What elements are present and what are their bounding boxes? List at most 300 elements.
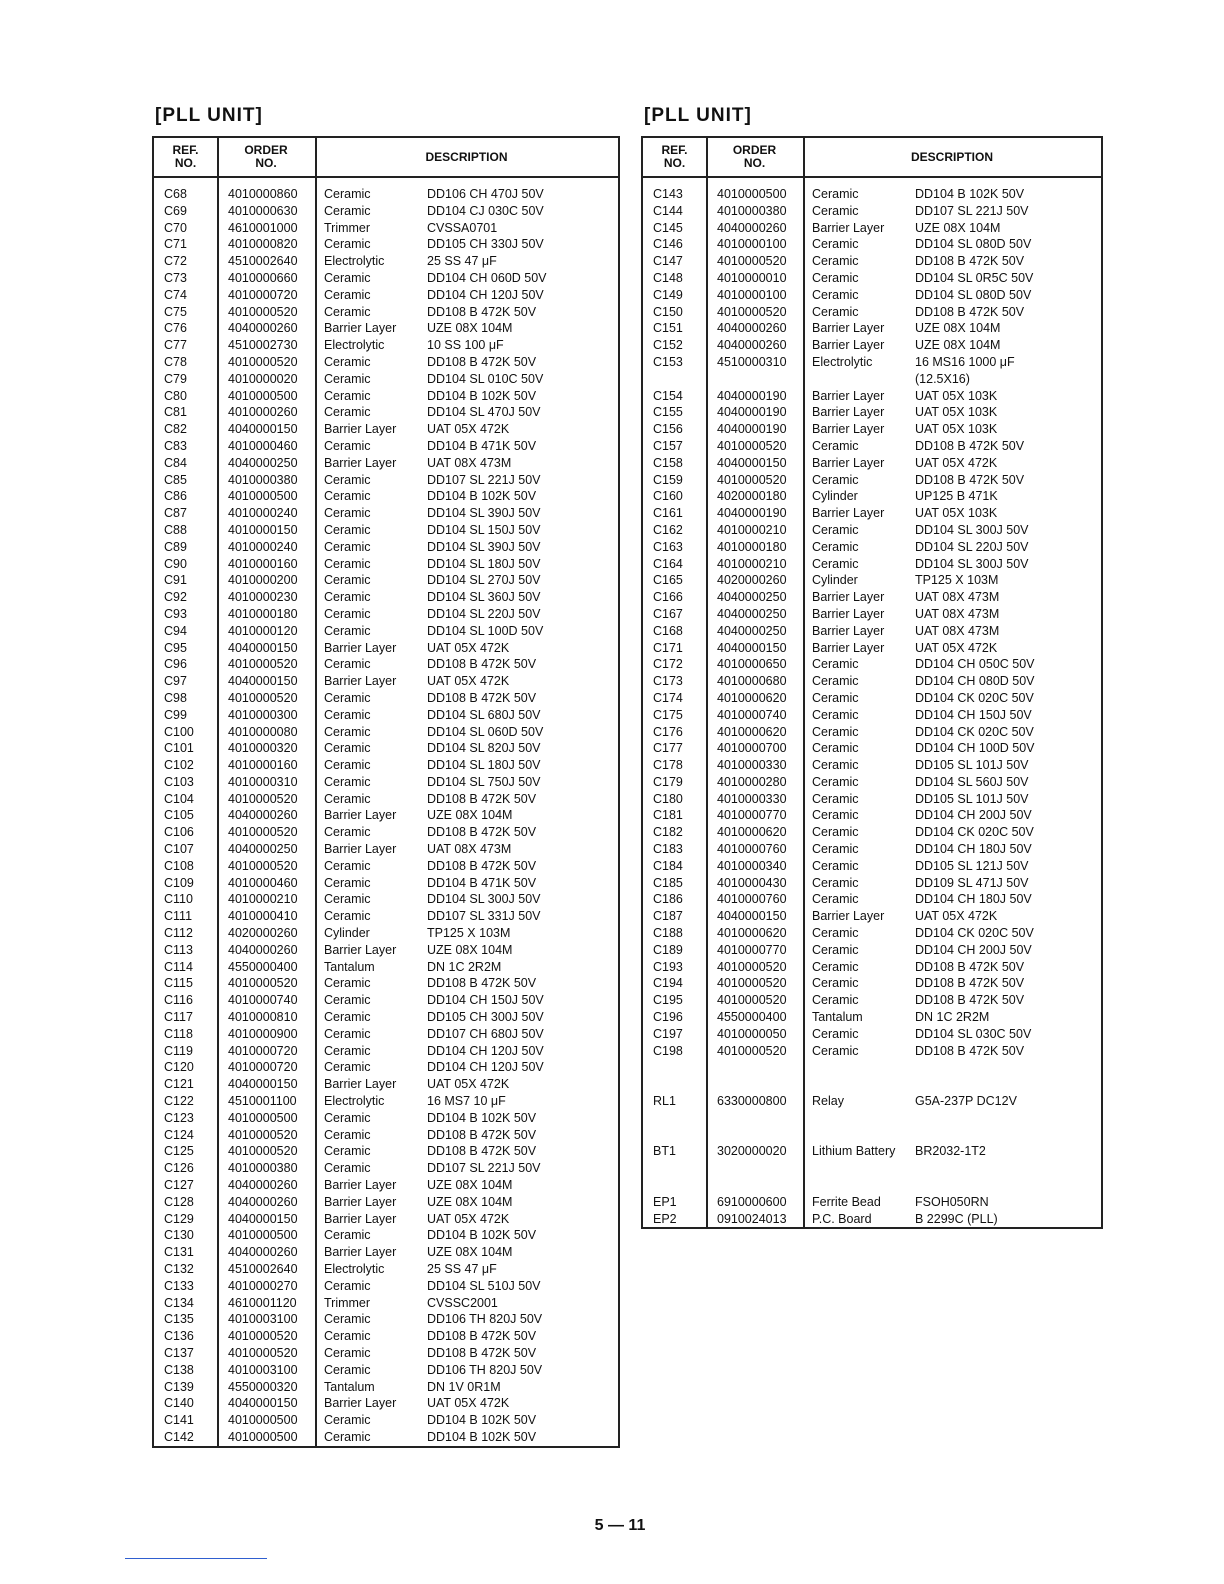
value-cell: DD107 SL 331J 50V <box>427 909 541 924</box>
type-cell: Cylinder <box>324 926 370 941</box>
value-cell: DD104 SL 060D 50V <box>427 724 544 739</box>
type-cell: Ceramic <box>812 741 859 756</box>
table-row <box>154 1177 618 1194</box>
value-cell: UZE 08X 104M <box>427 1194 513 1209</box>
ref-no-cell: C101 <box>164 741 194 756</box>
value-cell: DD104 CH 080D 50V <box>915 674 1035 689</box>
value-cell: DD108 B 472K 50V <box>427 858 537 873</box>
order-no-cell: 4010000520 <box>228 825 298 840</box>
table-row <box>643 1211 1101 1228</box>
order-no-cell: 4010000240 <box>228 539 298 554</box>
order-no-cell: 4010000860 <box>228 187 298 201</box>
ref-no-cell: C186 <box>653 892 683 907</box>
ref-no-cell: C94 <box>164 623 187 638</box>
value-cell: UAT 08X 473M <box>427 455 512 470</box>
type-cell: Ceramic <box>812 556 859 571</box>
value-cell: DD108 B 472K 50V <box>427 1127 537 1142</box>
type-cell: Ceramic <box>324 758 371 773</box>
type-cell: Barrier Layer <box>812 422 885 437</box>
type-cell: Ceramic <box>324 1010 371 1025</box>
value-cell <box>915 1059 1101 1076</box>
value-cell: DD104 SL 180J 50V <box>427 556 541 571</box>
ref-no-cell: C156 <box>653 422 683 437</box>
table-row <box>643 841 1101 858</box>
table-row <box>154 539 618 556</box>
type-cell: Ceramic <box>324 892 371 907</box>
type-cell: Ceramic <box>324 489 371 504</box>
table-row <box>154 236 618 253</box>
table-row <box>643 908 1101 925</box>
order-no-cell: 4040000260 <box>717 321 787 336</box>
order-no-cell: 4010000460 <box>228 438 298 453</box>
order-no-cell: 4010000520 <box>717 438 787 453</box>
order-no-cell: 4010000760 <box>717 842 787 857</box>
ref-no-cell: C69 <box>164 203 187 218</box>
ref-no-cell <box>643 1059 706 1076</box>
type-cell: Barrier Layer <box>324 1211 397 1226</box>
type-cell: Ceramic <box>812 1026 859 1041</box>
value-cell: DD108 B 472K 50V <box>915 254 1025 269</box>
value-cell: DD107 SL 221J 50V <box>915 203 1029 218</box>
table-row <box>643 488 1101 505</box>
value-cell: DD108 B 472K 50V <box>915 993 1025 1008</box>
ref-no-cell: C163 <box>653 539 683 554</box>
type-cell: P.C. Board <box>812 1211 872 1226</box>
table-row <box>643 236 1101 253</box>
table-row <box>154 908 618 925</box>
type-cell: Ceramic <box>812 842 859 857</box>
ref-no-cell: C89 <box>164 539 187 554</box>
table-row <box>154 1143 618 1160</box>
table-row <box>643 589 1101 606</box>
table-row <box>154 606 618 623</box>
ref-no-cell: C155 <box>653 405 683 420</box>
type-cell: Ceramic <box>324 1312 371 1327</box>
table-row <box>154 1076 618 1093</box>
order-no-cell: 4040000250 <box>717 623 787 638</box>
table-row <box>154 807 618 824</box>
table-row <box>643 858 1101 875</box>
type-cell: Ceramic <box>812 438 859 453</box>
order-no-cell: 4010000460 <box>228 875 298 890</box>
table-row <box>154 1429 618 1446</box>
order-no-cell: 4040000250 <box>228 842 298 857</box>
order-no-cell: 4020000260 <box>228 926 298 941</box>
table-row <box>154 1244 618 1261</box>
type-cell: Barrier Layer <box>812 405 885 420</box>
order-no-cell: 4010000520 <box>228 304 298 319</box>
type-cell: Ceramic <box>812 254 859 269</box>
order-no-cell: 4010000260 <box>228 405 298 420</box>
value-cell: DD104 CH 180J 50V <box>915 892 1032 907</box>
order-no-cell: 4010000620 <box>717 926 787 941</box>
value-cell: DD108 B 472K 50V <box>915 438 1025 453</box>
table-row <box>643 572 1101 589</box>
type-cell: Ceramic <box>812 808 859 823</box>
type-cell: Ceramic <box>812 774 859 789</box>
type-cell: Barrier Layer <box>812 909 885 924</box>
type-cell: Ceramic <box>812 942 859 957</box>
value-cell: FSOH050RN <box>915 1194 989 1209</box>
table-row <box>154 589 618 606</box>
ref-no-cell: C83 <box>164 438 187 453</box>
type-cell: Ceramic <box>324 371 371 386</box>
table-row <box>154 220 618 237</box>
order-no-cell: 4040000150 <box>228 1077 298 1092</box>
order-no-cell: 4010000270 <box>228 1278 298 1293</box>
order-no-cell <box>706 1177 803 1194</box>
type-cell: Ceramic <box>324 556 371 571</box>
order-no-cell: 4010000340 <box>717 858 787 873</box>
order-no-cell: 4010003100 <box>228 1362 298 1377</box>
type-cell: Barrier Layer <box>324 1077 397 1092</box>
table-row <box>643 774 1101 791</box>
ref-no-cell: C130 <box>164 1228 194 1243</box>
value-cell: UAT 05X 472K <box>427 1211 510 1226</box>
order-no-cell: 4010000520 <box>228 1144 298 1159</box>
header-ref-no: REF. NO. <box>661 143 688 170</box>
ref-no-cell: C162 <box>653 522 683 537</box>
order-no-cell <box>706 1059 803 1076</box>
type-cell <box>803 371 915 388</box>
value-cell: DD106 TH 820J 50V <box>427 1362 543 1377</box>
value-cell: TP125 X 103M <box>915 573 999 588</box>
value-cell: DD104 CH 120J 50V <box>427 287 544 302</box>
ref-no-cell: C113 <box>164 942 193 957</box>
table-row <box>154 1160 618 1177</box>
ref-no-cell: C154 <box>653 388 683 403</box>
type-cell: Ceramic <box>324 657 371 672</box>
value-cell: DD104 CH 150J 50V <box>427 993 544 1008</box>
type-cell: Ceramic <box>812 825 859 840</box>
value-cell: DD104 B 102K 50V <box>427 388 537 403</box>
type-cell <box>803 1110 915 1127</box>
value-cell: DD108 B 472K 50V <box>427 657 537 672</box>
table-row <box>154 1026 618 1043</box>
table-row <box>154 371 618 388</box>
ref-no-cell: C106 <box>164 825 194 840</box>
value-cell: DD104 CJ 030C 50V <box>427 203 544 218</box>
type-cell: Barrier Layer <box>324 640 397 655</box>
order-no-cell <box>706 371 803 388</box>
value-cell: DD108 B 472K 50V <box>427 825 537 840</box>
ref-no-cell: C143 <box>653 187 683 201</box>
table-row <box>154 505 618 522</box>
ref-no-cell: C151 <box>653 321 683 336</box>
ref-no-cell <box>643 1160 706 1177</box>
order-no-cell: 4010000520 <box>717 959 787 974</box>
order-no-cell: 4510002640 <box>228 254 298 269</box>
type-cell: Ceramic <box>324 354 371 369</box>
order-no-cell: 4010000820 <box>228 237 298 252</box>
value-cell: UAT 05X 472K <box>427 422 510 437</box>
header-order-no: ORDER NO. <box>244 143 288 170</box>
table-row <box>154 1043 618 1060</box>
value-cell: DD108 B 472K 50V <box>915 959 1025 974</box>
order-no-cell: 4010003100 <box>228 1312 298 1327</box>
header-description: DESCRIPTION <box>910 149 993 164</box>
ref-no-cell: C71 <box>164 237 187 252</box>
table-row <box>154 287 618 304</box>
order-no-cell: 4610001120 <box>228 1295 297 1310</box>
value-cell: UZE 08X 104M <box>915 321 1001 336</box>
order-no-cell: 4010000050 <box>717 1026 787 1041</box>
order-no-cell: 4010000720 <box>228 1043 298 1058</box>
order-no-cell: 4010000520 <box>228 1127 298 1142</box>
ref-no-cell: C179 <box>653 774 683 789</box>
ref-no-cell: C145 <box>653 220 683 235</box>
ref-no-cell: C142 <box>164 1429 194 1444</box>
value-cell: UAT 05X 472K <box>915 640 998 655</box>
table-row <box>643 975 1101 992</box>
type-cell: Lithium Battery <box>812 1144 896 1159</box>
ref-no-cell: C97 <box>164 674 187 689</box>
table-row <box>154 1362 618 1379</box>
value-cell: UAT 05X 472K <box>915 909 998 924</box>
ref-no-cell: C171 <box>653 640 683 655</box>
type-cell: Ceramic <box>324 623 371 638</box>
table-row <box>643 640 1101 657</box>
value-cell: DD108 B 472K 50V <box>427 354 537 369</box>
ref-no-cell: C137 <box>164 1345 194 1360</box>
ref-no-cell: C99 <box>164 707 187 722</box>
type-cell: Barrier Layer <box>324 842 397 857</box>
ref-no-cell: C139 <box>164 1379 194 1394</box>
value-cell: DD104 B 102K 50V <box>427 1228 537 1243</box>
value-cell: UAT 05X 472K <box>427 1077 510 1092</box>
type-cell: Ceramic <box>324 1413 371 1428</box>
value-cell: DD104 B 102K 50V <box>427 1429 537 1444</box>
order-no-cell: 4040000150 <box>228 422 298 437</box>
table-header <box>154 138 618 178</box>
ref-no-cell: RL1 <box>653 1094 676 1109</box>
type-cell: Barrier Layer <box>812 338 885 353</box>
table-row <box>154 673 618 690</box>
order-no-cell: 4010000520 <box>717 976 787 991</box>
table-row <box>154 572 618 589</box>
ref-no-cell: C140 <box>164 1396 194 1411</box>
order-no-cell: 4010000520 <box>228 858 298 873</box>
table-row <box>154 875 618 892</box>
ref-no-cell: C111 <box>164 909 193 924</box>
table-row <box>154 791 618 808</box>
ref-no-cell: C164 <box>653 556 683 571</box>
order-no-cell: 4010000430 <box>717 875 787 890</box>
type-cell: Ceramic <box>324 1345 371 1360</box>
order-no-cell: 4010000080 <box>228 724 298 739</box>
value-cell: UAT 08X 473M <box>427 842 512 857</box>
type-cell: Ceramic <box>324 825 371 840</box>
value-cell: DN 1C 2R2M <box>427 959 502 974</box>
value-cell: DD105 CH 330J 50V <box>427 237 544 252</box>
order-no-cell: 4010000330 <box>717 791 787 806</box>
ref-no-cell: C88 <box>164 522 187 537</box>
ref-no-cell: C131 <box>164 1245 194 1260</box>
order-no-cell: 4510002640 <box>228 1262 298 1276</box>
type-cell: Ceramic <box>812 287 859 302</box>
ref-no-cell: C100 <box>164 724 194 739</box>
ref-no-cell: C92 <box>164 590 187 605</box>
order-no-cell: 4010000500 <box>228 1429 298 1444</box>
order-no-cell: 4010000520 <box>228 791 298 806</box>
type-cell: Barrier Layer <box>812 590 885 605</box>
ref-no-cell: C173 <box>653 674 683 689</box>
order-no-cell <box>706 1076 803 1093</box>
table-row <box>154 740 618 757</box>
order-no-cell: 4010000770 <box>717 942 787 957</box>
type-cell: Ceramic <box>324 858 371 873</box>
type-cell: Ceramic <box>324 573 371 588</box>
table-row <box>643 337 1101 354</box>
table-row <box>154 455 618 472</box>
table-row <box>154 203 618 220</box>
table-row <box>154 253 618 270</box>
table-row <box>154 690 618 707</box>
ref-no-cell: C110 <box>164 892 193 907</box>
table-row <box>154 992 618 1009</box>
table-row <box>643 791 1101 808</box>
type-cell <box>803 1160 915 1177</box>
ref-no-cell: C144 <box>653 203 683 218</box>
ref-no-cell: C181 <box>653 808 683 823</box>
ref-no-cell: C160 <box>653 489 683 504</box>
ref-no-cell: C121 <box>164 1077 194 1092</box>
ref-no-cell: C175 <box>653 707 683 722</box>
order-no-cell: 4010000230 <box>228 590 298 605</box>
table-row <box>643 455 1101 472</box>
ref-no-cell: C118 <box>164 1026 193 1041</box>
ref-no-cell: C129 <box>164 1211 194 1226</box>
ref-no-cell: C87 <box>164 506 187 521</box>
ref-no-cell: C127 <box>164 1178 194 1193</box>
type-cell: Electrolytic <box>324 338 385 353</box>
ref-no-cell: C172 <box>653 657 683 672</box>
ref-no-cell: C182 <box>653 825 683 840</box>
order-no-cell: 4040000150 <box>717 455 787 470</box>
order-no-cell: 4010000200 <box>228 573 298 588</box>
ref-no-cell: C197 <box>653 1026 683 1041</box>
table-row <box>154 925 618 942</box>
ref-no-cell: C72 <box>164 254 187 269</box>
value-cell: DD107 CH 680J 50V <box>427 1026 544 1041</box>
ref-no-cell: C174 <box>653 690 683 705</box>
order-no-cell: 4010000320 <box>228 741 298 756</box>
order-no-cell: 4010000700 <box>717 741 787 756</box>
ref-no-cell: C146 <box>653 237 683 252</box>
value-cell: DD104 CK 020C 50V <box>915 926 1034 941</box>
order-no-cell: 4010000620 <box>717 825 787 840</box>
ref-no-cell: C158 <box>653 455 683 470</box>
value-cell: DD104 SL 180J 50V <box>427 758 541 773</box>
value-cell: DD104 CH 060D 50V <box>427 270 547 285</box>
order-no-cell: 4010000620 <box>717 724 787 739</box>
ref-no-cell: C196 <box>653 1010 683 1025</box>
order-no-cell: 4040000150 <box>228 674 298 689</box>
order-no-cell: 4010000770 <box>717 808 787 823</box>
order-no-cell: 4040000150 <box>228 640 298 655</box>
order-no-cell: 4010000380 <box>228 1161 298 1176</box>
order-no-cell: 4040000260 <box>717 338 787 353</box>
value-cell: UAT 05X 472K <box>427 640 510 655</box>
value-cell: DD107 SL 221J 50V <box>427 1161 541 1176</box>
value-cell: UAT 08X 473M <box>915 623 1000 638</box>
ref-no-cell: C78 <box>164 354 187 369</box>
order-no-cell: 4020000260 <box>717 573 787 588</box>
order-no-cell: 4010000410 <box>228 909 298 924</box>
page-number-text: 5 — 11 <box>594 1517 646 1534</box>
type-cell: Electrolytic <box>324 1262 385 1276</box>
order-no-cell: 3020000020 <box>717 1144 787 1159</box>
order-no-cell: 4010000760 <box>717 892 787 907</box>
left-parts-table <box>152 136 620 1448</box>
table-row <box>643 472 1101 489</box>
table-row <box>643 1127 1101 1144</box>
order-no-cell: 4040000150 <box>228 1211 298 1226</box>
table-row <box>154 640 618 657</box>
value-cell: UZE 08X 104M <box>915 220 1001 235</box>
type-cell <box>803 1177 915 1194</box>
table-row <box>643 1026 1101 1043</box>
value-cell: DD104 SL 750J 50V <box>427 774 541 789</box>
ref-no-cell: C135 <box>164 1312 194 1327</box>
table-row <box>643 388 1101 405</box>
value-cell: DD104 SL 560J 50V <box>915 774 1029 789</box>
value-cell <box>915 1076 1101 1093</box>
value-cell: BR2032-1T2 <box>915 1144 986 1159</box>
ref-no-cell: EP1 <box>653 1194 677 1209</box>
order-no-cell: 6330000800 <box>717 1094 787 1109</box>
value-cell: 25 SS 47 μF <box>427 1262 497 1276</box>
table-header <box>643 138 1101 178</box>
order-no-cell: 4010000650 <box>717 657 787 672</box>
ref-no-cell <box>643 1110 706 1127</box>
type-cell: Barrier Layer <box>324 422 397 437</box>
type-cell: Ceramic <box>324 791 371 806</box>
order-no-cell: 4010000720 <box>228 287 298 302</box>
table-row <box>643 404 1101 421</box>
table-row <box>154 1278 618 1295</box>
type-cell: Barrier Layer <box>812 640 885 655</box>
table-row <box>154 858 618 875</box>
order-no-cell: 4010000150 <box>228 522 298 537</box>
left-table-body <box>154 178 618 1446</box>
value-cell <box>915 1110 1101 1127</box>
order-no-cell: 4010000010 <box>717 270 787 285</box>
type-cell: Ceramic <box>324 187 371 201</box>
order-no-cell: 4550000320 <box>228 1379 298 1394</box>
value-cell: DD104 B 471K 50V <box>427 438 537 453</box>
type-cell: Ceramic <box>324 1144 371 1159</box>
type-cell: Barrier Layer <box>324 1245 397 1260</box>
table-row <box>154 774 618 791</box>
table-row <box>643 959 1101 976</box>
value-cell: UP125 B 471K <box>915 489 998 504</box>
value-cell: DN 1C 2R2M <box>915 1010 990 1025</box>
value-cell: DD104 SL 150J 50V <box>427 522 541 537</box>
header-ref-no: REF. NO. <box>172 143 199 170</box>
value-cell: DD104 CH 100D 50V <box>915 741 1035 756</box>
ref-no-cell: C76 <box>164 321 187 336</box>
order-no-cell: 4510001100 <box>228 1094 297 1109</box>
table-row <box>643 203 1101 220</box>
type-cell: Ceramic <box>324 724 371 739</box>
type-cell: Ceramic <box>812 187 859 201</box>
value-cell: DD104 CH 050C 50V <box>915 657 1035 672</box>
type-cell: Ceramic <box>324 1110 371 1125</box>
ref-no-cell: C178 <box>653 758 683 773</box>
value-cell: UAT 05X 103K <box>915 388 998 403</box>
value-cell: DD104 SL 100D 50V <box>427 623 544 638</box>
